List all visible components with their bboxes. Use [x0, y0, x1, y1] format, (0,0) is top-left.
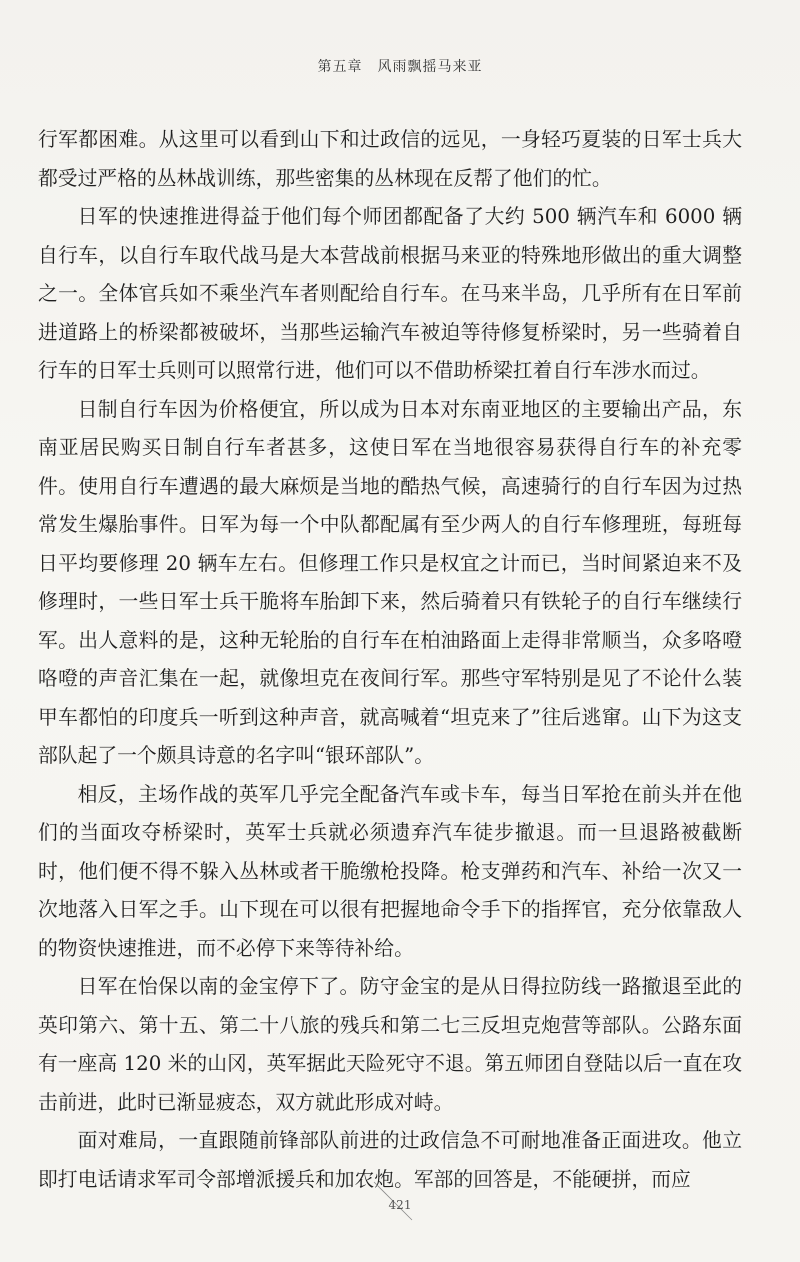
paragraph: 面对难局，一直跟随前锋部队前进的辻政信急不可耐地准备正面进攻。他立即打电话请求军司令部增派援兵和加农炮。军部的回答是，不能硬拼，而应: [38, 1129, 742, 1191]
running-header: 第五章 风雨飘摇马来亚: [317, 59, 483, 75]
page-number: 421: [388, 1198, 412, 1212]
paragraph: 日军在怡保以南的金宝停下了。防守金宝的是从日得拉防线一路撤退至此的英印第六、第十五、第二十八旅的残兵和第二七三反坦克炮营等部队。公路东面有一座高 120 米的山冈，英军据此天险死守不退。第五师团自登陆以后一直在攻击前进，此时已渐显疲态，双方就此形成对峙。: [38, 975, 742, 1114]
paragraph: 日制自行车因为价格便宜，所以成为日本对东南亚地区的主要输出产品，东南亚居民购买日制自行车者甚多，这使日军在当地很容易获得自行车的补充零件。使用自行车遭遇的最大麻烦是当地的酷热气候，高速骑行的自行车因为过热常发生爆胎事件。日军为每一个中队都配属有至少两人的自行车修理班，每班每日平均要修理 20 辆车左右。但修理工作只是权宜之计而已，当时间紧迫来不及修理时，一些日军士兵干脆将车胎卸下来，然后骑着只有铁轮子的自行车继续行军。出人意料的是，这种无轮胎的自行车在柏油路面上走得非常顺当，众多咯噔咯噔的声音汇集在一起，就像坦克在夜间行军。那些守军特别是见了不论什么装甲车都怕的印度兵一听到这种声音，就高喊着“坦克来了”往后逃窜。山下为这支部队起了一个颇具诗意的名字叫“银环部队”。: [38, 397, 742, 767]
paragraph: 相反，主场作战的英军几乎完全配备汽车或卡车，每当日军抢在前头并在他们的当面攻夺桥梁时，英军士兵就必须遗弃汽车徒步撤退。而一旦退路被截断时，他们便不得不躲入丛林或者干脆缴枪投降。枪支弹药和汽车、补给一次又一次地落入日军之手。山下现在可以很有把握地命令手下的指挥官，充分依靠敌人的物资快速推进，而不必停下来等待补给。: [38, 782, 742, 960]
paragraph: 日军的快速推进得益于他们每个师团都配备了大约 500 辆汽车和 6000 辆自行车，以自行车取代战马是大本营战前根据马来亚的特殊地形做出的重大调整之一。全体官兵如不乘坐汽车者则配给自行车。在马来半岛，几乎所有在日军前进道路上的桥梁都被破坏，当那些运输汽车被迫等待修复桥梁时，另一些骑着自行车的日军士兵则可以照常行进，他们可以不借助桥梁扛着自行车涉水而过。: [38, 205, 742, 382]
body-text: [38, 121, 742, 1199]
paragraph-continued: 行军都困难。从这里可以看到山下和辻政信的远见，一身轻巧夏装的日军士兵大都受过严格的丛林战训练，那些密集的丛林现在反帮了他们的忙。: [38, 128, 742, 190]
